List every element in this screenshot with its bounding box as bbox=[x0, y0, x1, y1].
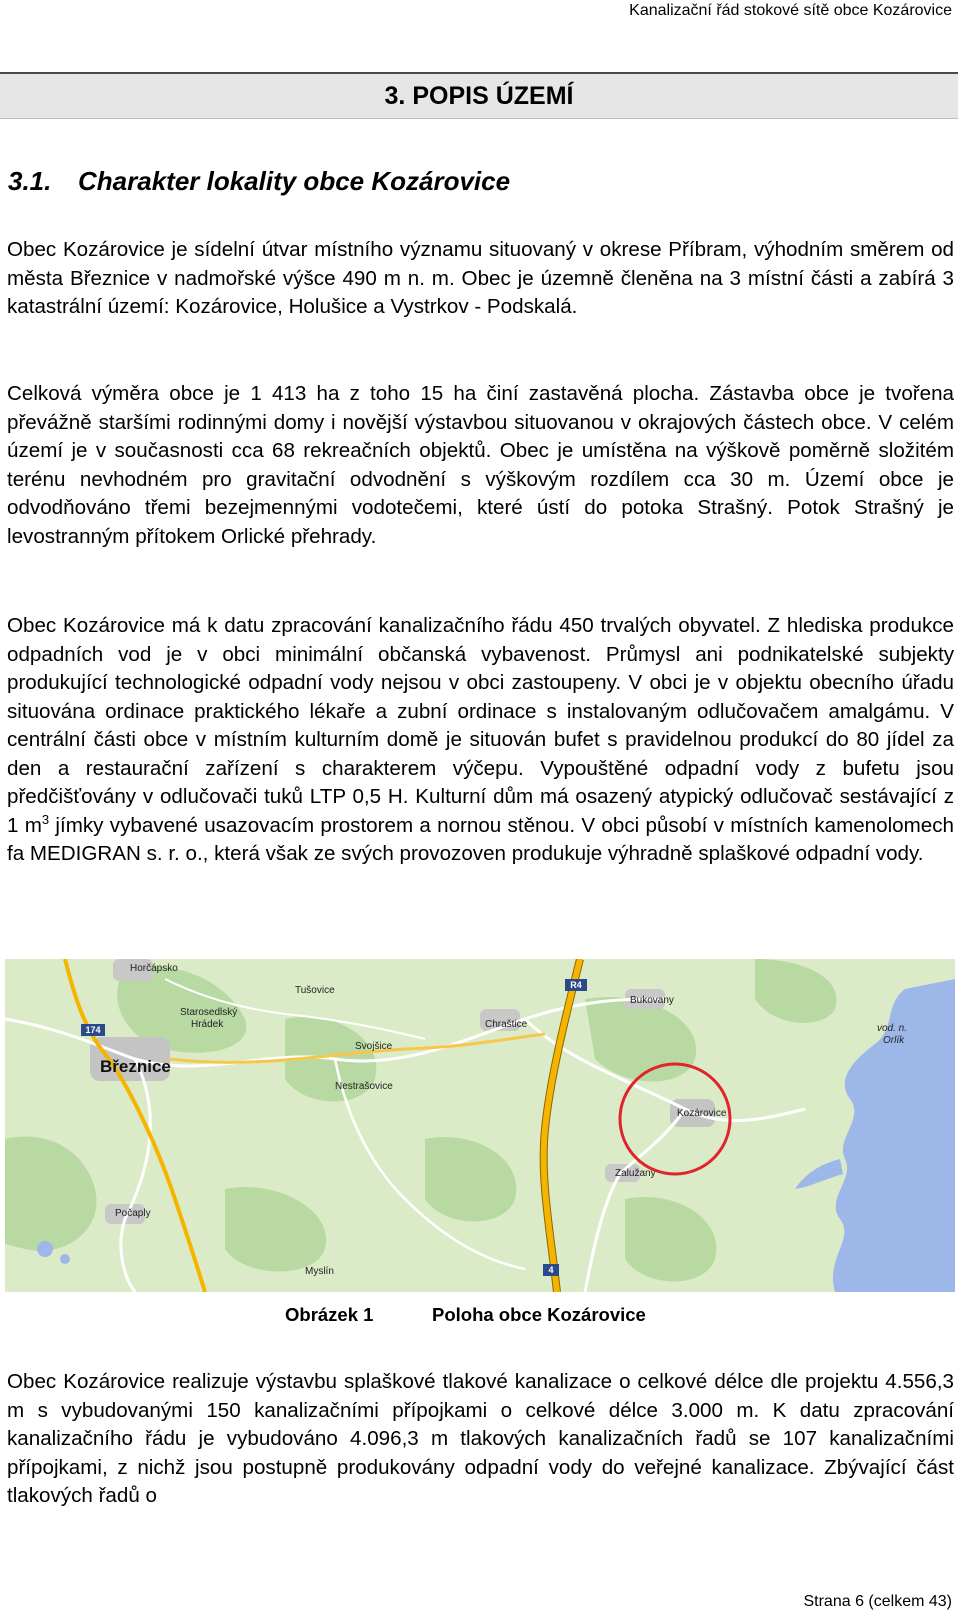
place-label-reservoir-1: vod. n. bbox=[877, 1023, 908, 1034]
superscript-cubic: 3 bbox=[41, 811, 50, 827]
figure-caption-text: Poloha obce Kozárovice bbox=[432, 1304, 646, 1325]
place-label-starosedlsky: Starosedlský bbox=[180, 1007, 238, 1018]
paragraph-population-part2: jímky vybavené usazovacím prostorem a nornou stěnou. V obci působí v místních kamenolomech fa MEDIGRAN s. r. o., která však ze svých provozoven produkuje výhradně splaškové odpadní vody. bbox=[7, 813, 954, 865]
pond bbox=[37, 1241, 53, 1257]
svg-text:R4: R4 bbox=[570, 980, 582, 990]
place-label-breznice: Březnice bbox=[100, 1057, 171, 1076]
place-label-horcapsko: Horčápsko bbox=[130, 963, 178, 974]
chapter-heading bbox=[0, 72, 958, 119]
place-label-bukovany: Bukovany bbox=[630, 995, 674, 1006]
road-shield-174 bbox=[81, 1024, 105, 1036]
place-label-tusovice: Tušovice bbox=[295, 985, 335, 996]
paragraph-area: Celková výměra obce je 1 413 ha z toho 15 ha činí zastavěná plocha. Zástavba obce je tvořena převážně staršími rodinnými domy i novější výstavbou situovanou v okrajových částech obce. V celém území je v současnosti cca 68 rekreačních objektů. Obec je umístěna na výškově poměrně složitém terénu nevhodném pro gravitační odvodnění s výškovým rozdílem cca 30 m. Území obce je odvodňováno třemi bezejmennými vodotečemi, které ústí do potoka Strašný. Potok Strašný je levostranným přítokem Orlické přehrady. bbox=[7, 382, 954, 548]
place-label-pocaply: Počaply bbox=[115, 1208, 151, 1219]
running-header: Kanalizační řád stokové sítě obce Kozárovice bbox=[629, 2, 952, 19]
paragraph-population-part1: Obec Kozárovice má k datu zpracování kanalizačního řádu 450 trvalých obyvatel. Z hlediska produkce odpadních vod je v obci minimální občanská vybavenost. Průmysl ani podnikatelské subjekty produkující technologické odpadní vody nejsou v obci zastoupeny. V obci je v objektu obecního úřadu situována ordinace praktického lékaře a zubní ordinace s instalovaným odlučovačem amalgámu. V centrální části obce v místním kulturním domě je situován bufet s pravidelnou produkcí do 80 jídel za den a restaurační zařízení s charakterem výčepu. Vypouštěné odpadní vody z bufetu jsou předčišťovány v odlučovači tuků LTP 0,5 H. Kulturní dům má osazený atypický odlučovač sestávající z 1 m bbox=[7, 614, 954, 837]
road-shield-4 bbox=[543, 1264, 559, 1276]
pond bbox=[60, 1254, 70, 1264]
place-label-reservoir-2: Orlík bbox=[883, 1035, 905, 1046]
svg-text:4: 4 bbox=[548, 1265, 554, 1275]
paragraph-population bbox=[7, 612, 954, 869]
section-title: Charakter lokality obce Kozárovice bbox=[78, 166, 511, 196]
chapter-title: 3. POPIS ÚZEMÍ bbox=[384, 81, 574, 110]
place-label-hradek: Hrádek bbox=[191, 1019, 224, 1030]
place-label-svojsice: Svojšice bbox=[355, 1041, 393, 1052]
page-number: Strana 6 (celkem 43) bbox=[803, 1593, 952, 1610]
place-label-chrastice: Chraštice bbox=[485, 1019, 528, 1030]
place-label-kozarovice: Kozárovice bbox=[677, 1108, 727, 1119]
location-map bbox=[5, 959, 955, 1292]
figure-number: Obrázek 1 bbox=[285, 1304, 374, 1325]
section-number: 3.1. bbox=[8, 166, 52, 196]
road-shield-r4 bbox=[565, 979, 587, 991]
place-label-myslin: Myslín bbox=[305, 1266, 334, 1277]
place-label-nestrasovice: Nestrašovice bbox=[335, 1081, 393, 1092]
paragraph-location: Obec Kozárovice je sídelní útvar místního významu situovaný v okrese Příbram, výhodním směrem od města Březnice v nadmořské výšce 490 m n. m. Obec je územně členěna na 3 místní části a zabírá 3 katastrální území: Kozárovice, Holušice a Vystrkov - Podskalá. bbox=[7, 238, 954, 318]
section-heading bbox=[8, 166, 510, 197]
svg-text:174: 174 bbox=[85, 1025, 101, 1035]
map-graphic bbox=[5, 959, 955, 1292]
paragraph-sewer-construction: Obec Kozárovice realizuje výstavbu splaškové tlakové kanalizace o celkové délce dle projektu 4.556,3 m s vybudovanými 150 kanalizačními přípojkami o celkové délce 3.000 m. K datu zpracování kanalizačního řádu je vybudováno 4.096,3 m tlakových kanalizačních řadů se 107 kanalizačními přípojkami, z nichž jsou postupně produkovány odpadní vody do veřejné kanalizace. Zbývající část tlakových řadů o bbox=[7, 1370, 954, 1507]
place-label-zaluzany: Zalužany bbox=[615, 1168, 656, 1179]
